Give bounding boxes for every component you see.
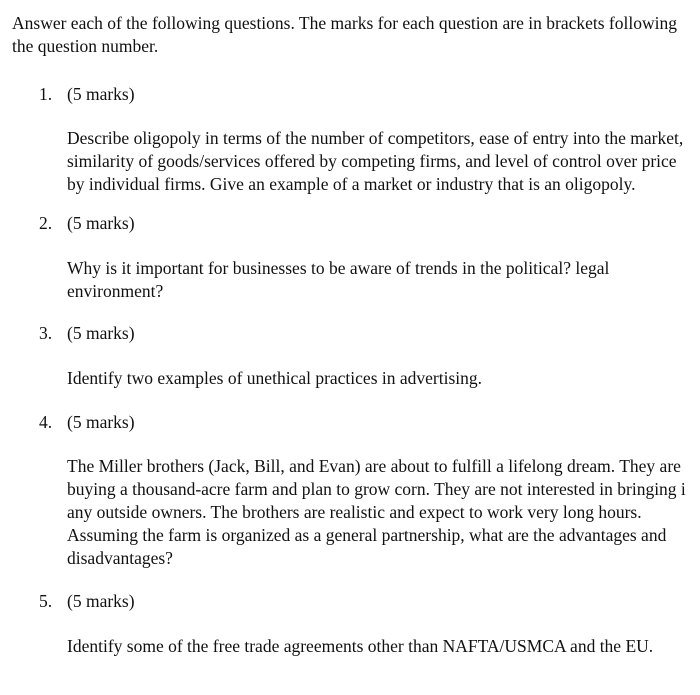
question-4-text xyxy=(67,455,686,570)
instructions-line: the question number. xyxy=(12,36,159,56)
question-3-header xyxy=(39,322,135,345)
question-text-line: The Miller brothers (Jack, Bill, and Evan) are about to fulfill a lifelong dream. They are xyxy=(67,456,681,476)
question-number: 1. xyxy=(39,84,53,104)
question-text-line: by individual firms. Give an example of a market or industry that is an oligopoly. xyxy=(67,174,636,194)
question-2-text xyxy=(67,257,609,303)
question-3-text xyxy=(67,367,482,390)
instructions xyxy=(12,12,700,58)
question-marks: (5 marks) xyxy=(67,213,135,233)
question-1-header xyxy=(39,83,135,106)
question-text-line: Why is it important for businesses to be aware of trends in the political? legal xyxy=(67,258,610,278)
question-text-line: any outside owners. The brothers are realistic and expect to work very long hours. xyxy=(67,502,642,522)
question-marks: (5 marks) xyxy=(67,84,135,104)
question-number: 4. xyxy=(39,412,53,432)
question-text-line: similarity of goods/services offered by competing firms, and level of control over price xyxy=(67,151,677,171)
question-text-line: environment? xyxy=(67,281,164,301)
question-5-text xyxy=(67,635,653,658)
question-marks: (5 marks) xyxy=(67,591,135,611)
instructions-line: Answer each of the following questions. The marks for each question are in brackets following xyxy=(12,13,677,33)
question-5-header xyxy=(39,590,135,613)
question-number: 2. xyxy=(39,213,53,233)
question-marks: (5 marks) xyxy=(67,323,135,343)
question-1-text xyxy=(67,127,683,196)
question-number: 3. xyxy=(39,323,53,343)
question-text-line: buying a thousand-acre farm and plan to grow corn. They are not interested in bringing i xyxy=(67,479,686,499)
question-text-line: disadvantages? xyxy=(67,548,173,568)
question-text-line: Assuming the farm is organized as a general partnership, what are the advantages and xyxy=(67,525,667,545)
question-marks: (5 marks) xyxy=(67,412,135,432)
question-text-line: Identify some of the free trade agreements other than NAFTA/USMCA and the EU. xyxy=(67,636,654,656)
question-text-line: Identify two examples of unethical practices in advertising. xyxy=(67,368,483,388)
question-text-line: Describe oligopoly in terms of the number of competitors, ease of entry into the market, xyxy=(67,128,684,148)
question-number: 5. xyxy=(39,591,53,611)
question-4-header xyxy=(39,411,135,434)
question-2-header xyxy=(39,212,135,235)
